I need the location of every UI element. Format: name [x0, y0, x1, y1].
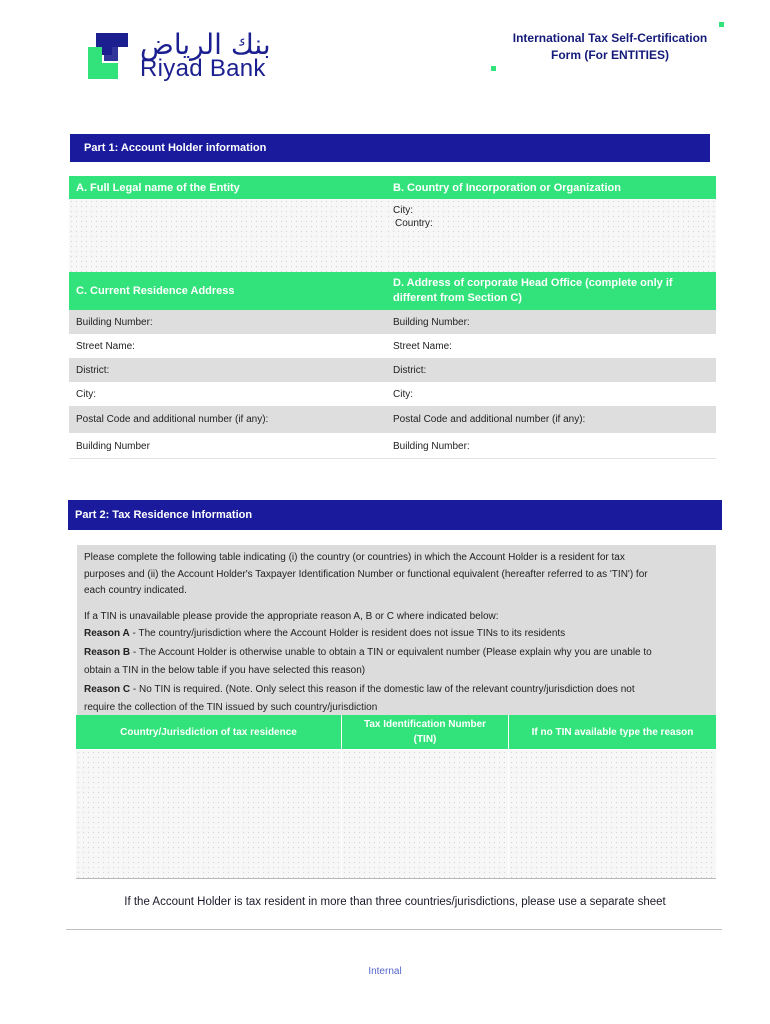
- col-reason-header: If no TIN available type the reason: [509, 715, 716, 749]
- section-d-label-line2: different from Section C): [393, 292, 522, 304]
- country-label: Country:: [395, 218, 433, 229]
- reason-a-text: - The country/jurisdiction where the Account Holder is resident does not issue TINs to its residents: [129, 628, 566, 639]
- c-city-field[interactable]: City:: [69, 382, 386, 406]
- reason-c-label: Reason C: [84, 683, 131, 695]
- decorative-square: [719, 22, 724, 27]
- col-tin-header: [342, 715, 508, 749]
- part2-heading: Part 2: Tax Residence Information: [68, 500, 722, 530]
- brand-name-arabic: بنك الرياض: [140, 28, 271, 61]
- section-a-label: A. Full Legal name of the Entity: [69, 176, 386, 199]
- tin-note: If a TIN is unavailable please provide the appropriate reason A, B or C where indicated below:: [84, 610, 499, 622]
- country-of-incorporation-field[interactable]: [386, 199, 716, 272]
- col-tin-header-line1: Tax Identification Number: [363, 719, 487, 730]
- reason-a-label: Reason A: [84, 628, 130, 639]
- col-country-header: Country/Jurisdiction of tax residence: [76, 715, 341, 749]
- reason-c-text-line1: - No TIN is required. (Note. Only select this reason if the domestic law of the relevant country/jurisdiction does not: [130, 683, 635, 695]
- riyad-bank-logo-icon: [88, 33, 128, 79]
- intro-line2: purposes and (ii) the Account Holder's Taxpayer Identification Number or functional equivalent (hereafter referred to as 'TIN') for: [84, 568, 648, 580]
- section-c-label: C. Current Residence Address: [69, 272, 386, 310]
- reason-a: [84, 626, 709, 643]
- form-title-line2: Form (For ENTITIES): [551, 48, 669, 62]
- c-street-name-field[interactable]: Street Name:: [69, 334, 386, 358]
- brand-name-latin: Riyad Bank: [140, 55, 266, 82]
- section-d-label-line1: D. Address of corporate Head Office (complete only if: [393, 277, 673, 289]
- reason-b-text-line1: - The Account Holder is otherwise unable to obtain a TIN or equivalent number (Please explain why you are unable to: [130, 646, 652, 658]
- city-label: City:: [393, 205, 413, 216]
- reason-c-text-line2: require the collection of the TIN issued by such country/jurisdiction: [84, 702, 378, 713]
- c-district-field[interactable]: District:: [69, 358, 386, 382]
- col-tin-header-line2: (TIN): [413, 734, 437, 745]
- form-title-line1: International Tax Self-Certification: [512, 31, 708, 45]
- legal-name-field[interactable]: [69, 199, 386, 272]
- reason-b-label: Reason B: [84, 646, 131, 658]
- part1-heading: Part 1: Account Holder information: [70, 134, 710, 162]
- section-d-label: [386, 272, 716, 310]
- reason-b-text-line2: obtain a TIN in the below table if you have selected this reason): [84, 665, 366, 676]
- intro-line3: each country indicated.: [84, 585, 187, 596]
- country-input-cell[interactable]: [76, 750, 341, 878]
- d-building-number-field[interactable]: Building Number:: [386, 310, 716, 334]
- intro-line1: Please complete the following table indicating (i) the country (or countries) in which the Account Holder is a resident for tax: [84, 552, 625, 563]
- footer-divider: [66, 929, 722, 930]
- d-street-name-field[interactable]: Street Name:: [386, 334, 716, 358]
- table-bottom-border: [76, 878, 716, 879]
- d-postal-code-field[interactable]: Postal Code and additional number (if any):: [386, 406, 716, 433]
- c-postal-code-field[interactable]: Postal Code and additional number (if any):: [69, 406, 386, 433]
- section-cd-bottom-border: [69, 458, 716, 459]
- d-district-field[interactable]: District:: [386, 358, 716, 382]
- section-b-label: B. Country of Incorporation or Organization: [386, 176, 716, 199]
- classification-label: Internal: [368, 966, 402, 977]
- decorative-square: [491, 66, 496, 71]
- d-building-number-2-field[interactable]: Building Number:: [386, 433, 716, 459]
- tax-residence-instructions: [77, 545, 716, 715]
- separate-sheet-note: If the Account Holder is tax resident in more than three countries/jurisdictions, please use a separate sheet: [124, 896, 666, 908]
- c-building-number-field[interactable]: Building Number:: [69, 310, 386, 334]
- tin-input-cell[interactable]: [342, 750, 508, 878]
- reason-c: [84, 682, 709, 699]
- reason-input-cell[interactable]: [509, 750, 716, 878]
- form-title: [500, 30, 720, 64]
- d-city-field[interactable]: City:: [386, 382, 716, 406]
- reason-b: [84, 645, 709, 662]
- c-building-number-2-field[interactable]: Building Number: [69, 433, 386, 459]
